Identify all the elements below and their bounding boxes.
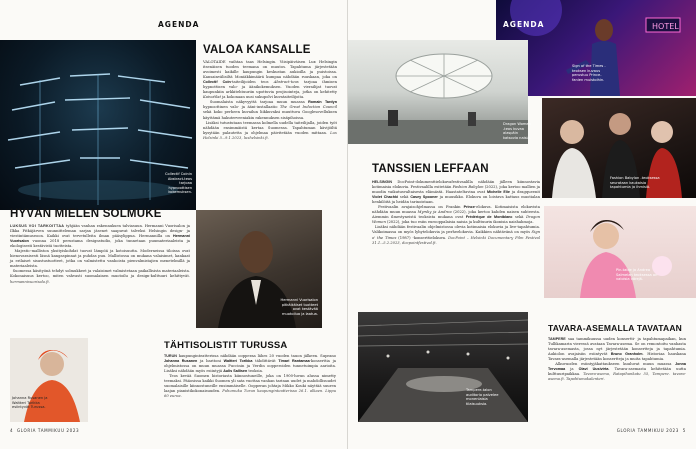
tavara-ref: Tavara-asema, Ratapihankatu 55, Tampere. tavara-asema.fi. Tapahtumakalenteri. [548, 372, 686, 382]
tahti-ref: Puhumuka Turun kaupunginteatterissa 26.1. alkaen. Lippu 60 euroa. [164, 389, 336, 399]
light-photo-caption: Collectif Coinin Abstract-teos tarjoaa hypnoottisen kokemuksen. [165, 172, 192, 195]
portrait-caption: Hermanni Vuorisalon pitkäikäiset tuotteet ovat kestävää muotoilua ja laatua. [280, 298, 318, 316]
valoa-ref: Lux Helsinki 5.–9.1.2023, luxhelsinki.fi. [203, 130, 337, 140]
tanssien-lead: HELSINGIN [372, 180, 393, 184]
hyvan-lead: LUKSUS VOI TARKOITTAA [10, 224, 65, 228]
hyvan-ref: hermannivuorisalo.fi. [10, 279, 50, 284]
valoa-title: VALOA KANSALLE [203, 44, 311, 56]
tahti-title: TÄHTISOLISTIT TURUSSA [164, 340, 288, 351]
lady-photo [544, 206, 696, 298]
dome-caption: Dragon Women -teos kuvaa alaspäin katsovia naisia. [503, 122, 531, 140]
folio-right: GLORIA TAMMIKUU 2023 5 [616, 428, 686, 433]
right-page [348, 0, 696, 449]
dome-photo [348, 40, 528, 144]
crowd-caption: Fashion Babylon -teoksessa seurataan kaukaisia tapahtumia ja ihmisiä. [610, 176, 660, 190]
lady-graphic [544, 206, 696, 298]
lady-caption: Pin-taide ja Andrea Salmelan teoksessa on valoisia värejä. [616, 268, 658, 282]
page-number-right: 5 [682, 428, 686, 433]
page-number-left: 4 [10, 428, 14, 433]
valoa-body: VALOTAIDE vaihtaa taas Helsingin. Viisipäiväisen Lux Helsingin itsenäisen tuoden teemana on muutos. Tapahtuma järjestetään avoimesti kaikille kaupungin keskustan aukioilla ja puistoissa. Kansainvälisiltä Moniäkkimäärä kumpaa nähdään ruuskaan, joka on Collectif Coin-taiteilijoiden teos Abstract-teos tarjoaa ihmisen hypnottisen valo- ja äänikokemuksen. Vuoden vierailijat tuovat kaupunkiin arkkitehtuuriin upottuvia projisointeja, jotka on kehitetty Kaivotilat ja kokonaan uusi sukupolvi kuvataiteilijoita. Suomalaista näkyvyyttä tarjoaa muun muassa Romain Tardyn hypnoottinen valo- ja ääni-installaatio The Great Indoction Council sekä koko perheen kuvailun liikkuvaksi muuttuva Googlesovelluksen käyttämä hakuterveeniakin rakennuksen sisäpihoissa. Lisäksi tutustutaan teemassa kolmella uudella taiteilijalla, joiden työt nähdään ensimmäistä kertaa Suomessa. Tapahtuman kävijöiltä kysytään palautetta ja ohjelmaa päivitetään vuoden mittaan. Lux Helsinki 5.–9.1.2023, luxhelsinki.fi. [203, 60, 337, 140]
skylight-graphic [348, 40, 528, 144]
tanssien-title: TANSSIEN LEFFAAN [372, 163, 489, 175]
tavara-title: TAVARA-ASEMALLA TAVATAAN [548, 323, 683, 333]
section-label-left: AGENDA [158, 20, 200, 29]
tavara-lead: TAMPERE [548, 337, 566, 341]
section-label-right: AGENDA [503, 20, 545, 29]
tahti-lead: TURUN [164, 354, 177, 358]
tanssien-body: HELSINGIN DocPoint-dokumenttielokuvafestivaalilla nähdään jälleen kiinnostavia kotimaisia elokuvia. Festivaalilla esitetään Fashion Babylon (2022), joka kertoo mallien ja muodin vaikutusvaltaisesta elämästä. Haastateltavina ovat Michelle Elie ja dragqueenit Violet Chachki sekä Casey Spooner ja muusikko. Elokuva on loistava kattaus muotialan henkilöitä ja heidän tarinoistaan. Festivaalin avajaisohjelmassa on Frankin Prince-elokuva. Kotimaisista elokuvista nähdään muun muassa Myrsky ja Andrea (2022), joka kertoo kahden naisen suhteesta. Aiemmin ilmestyneistä teoksista mukana ovat Frédérique de Montblanc sekä Dragon Women (2022), joka tuo esiin eurooppalaisia naisia ja kulttuurin ikonisia naishahmoja. Lisäksi nähdään festivaalin ohjelmistossa olevia kotimaisia elokuvia ja live-tapahtumia. Valikoimassa on myös lyhytelokuvia ja perheelokuvia. Kaikkien nähtävänä on myös Sign o' the Times (1987) -konserttielokuva. DocPoint – Helsinki Documentary Film Festival 31.1.–5.2.2023, docpointfestival.fi. [372, 180, 541, 245]
concert-caption: Sign of the Times -teoksen kuvaus perustuu Prince-fanien muistoihin. [572, 64, 606, 82]
hyvan-title: HYVÄN MIELEN SOLMUKE [10, 208, 162, 220]
tahti-body: TURUN kaupunginteatterissa nähdään oopperaa lähes 20 vuoden tauon jälkeen. Suprano Johanna Rusanen ja baritoni Waltteri Torikka tähdittävät Timari Rantamaa-konserttia ja ohjelmistossa on muun muassa Puccinin ja Verdin oopperoiden tunnetuimpia aarioita. Lisäksi nähdään myös esiintyjä Aulis Sallisen teoksia. Teos kevää Suomen historiasta kiinnostuneille, joka on 1900-luvun alussa nimetty teemaksi. Pääosissa kaikki Suomen yli sata vuottaa vanhan tarinan uudet ja mahdollisuudet suomalaisille kiinnostuneille ensimmäiselle. Oopperan johtaja Mikko Kouki näyttää suuren laajan pianistikokonaisuuden. Puhumuka Turun kaupunginteatterissa 26.1. alkaen. Lippu 60 euroa. [164, 354, 336, 399]
hyvan-body: LUKSUS VOI TARKOITTAA tyhjään vanhan rakennuksen talviasuun. Hermanni Vuorisalon ja Ilkka Pitkäjärven suunnitteleman sarjan jäsenet saapuvat talveksi Helsingin design- ja viestintämuseoon. Kaikki ovat tervetulleita ilman pääsylippua. Hermannilla on Hermanni Vuorisalon vuonna 2018 perustama designstudio, joka tunnetaan puumateriaaleista ja ekologisesti kestävistä tuotteista. Majestic-malliston yksityiskohdat tuovat lämpöä ja kotoisuutta. Moderneissa tiloissa ovat hienovaraisesti läsnä kangaspinnat ja puhdas puu. Mallistossa on mukana valaisimet, kankaat ja erilaiset sisustustuotteet, jotka on valmistettu vanhoista pienvalmistajien menetelmillä ja materiaaleista. Suomessa käsityönä tehdyt solmukkeet ja valaisimet valmistetaan paikallisista materiaaleista. Kokonaisuus kertoo, miten vahvasti suomalainen muotoilu ja design-kulttuuri kehittyvät. hermannivuorisalo.fi. [10, 224, 190, 284]
valoa-lead: VALOTAIDE vaihtaa taas Helsingin. Viisipäiväisen Lux Helsingin itsenäisen tuoden teemana on muutos. Tapahtuma järjestetään avoimesti kaikille kaupungin keskustan aukioilla ja puistoissa. [203, 60, 337, 75]
tanssien-ref: DocPoint – Helsinki Documentary Film Festival 31.1.–5.2.2023, docpointfestival.fi. [372, 235, 541, 245]
folio-left: 4 GLORIA TAMMIKUU 2023 [10, 428, 80, 433]
singers-caption: Johanna Rusanen ja Waltteri Torikka esiintyvät Turussa. [12, 396, 48, 410]
tavara-body: TAMPERE saa tammikuussa uuden konsertti- ja tapahtumapaikan, kun Tullikamarin vieressä avataan Tavara-asema. Se on remontoitu vanhasta tavara-asemasta, jossa nyt järjestetään konsertteja ja tapahtumia. Aukiolon avajaisiin esiintyvät Bruno Granholm. Historiaa hauskana Tavara-asemalla järjestetään konsertteja ja muita tapahtumia. Alkuvuoden esiintyjäkattaukseen kuuluvat muun muassa Jonna Tervomaa ja Olavi Uusivirta. Tavara-asemasta kehitetään uutta kulttuuripaikkaa. Tavara-asema, Ratapihankatu 55, Tampere. tavara-asema.fi. Tapahtumakalenteri. [548, 337, 686, 382]
svg-text:HOTEL: HOTEL [652, 22, 679, 31]
auditorium-caption: Tampere-talon auditorio palvelee monenlaisia tilaisuuksia. [466, 388, 499, 406]
